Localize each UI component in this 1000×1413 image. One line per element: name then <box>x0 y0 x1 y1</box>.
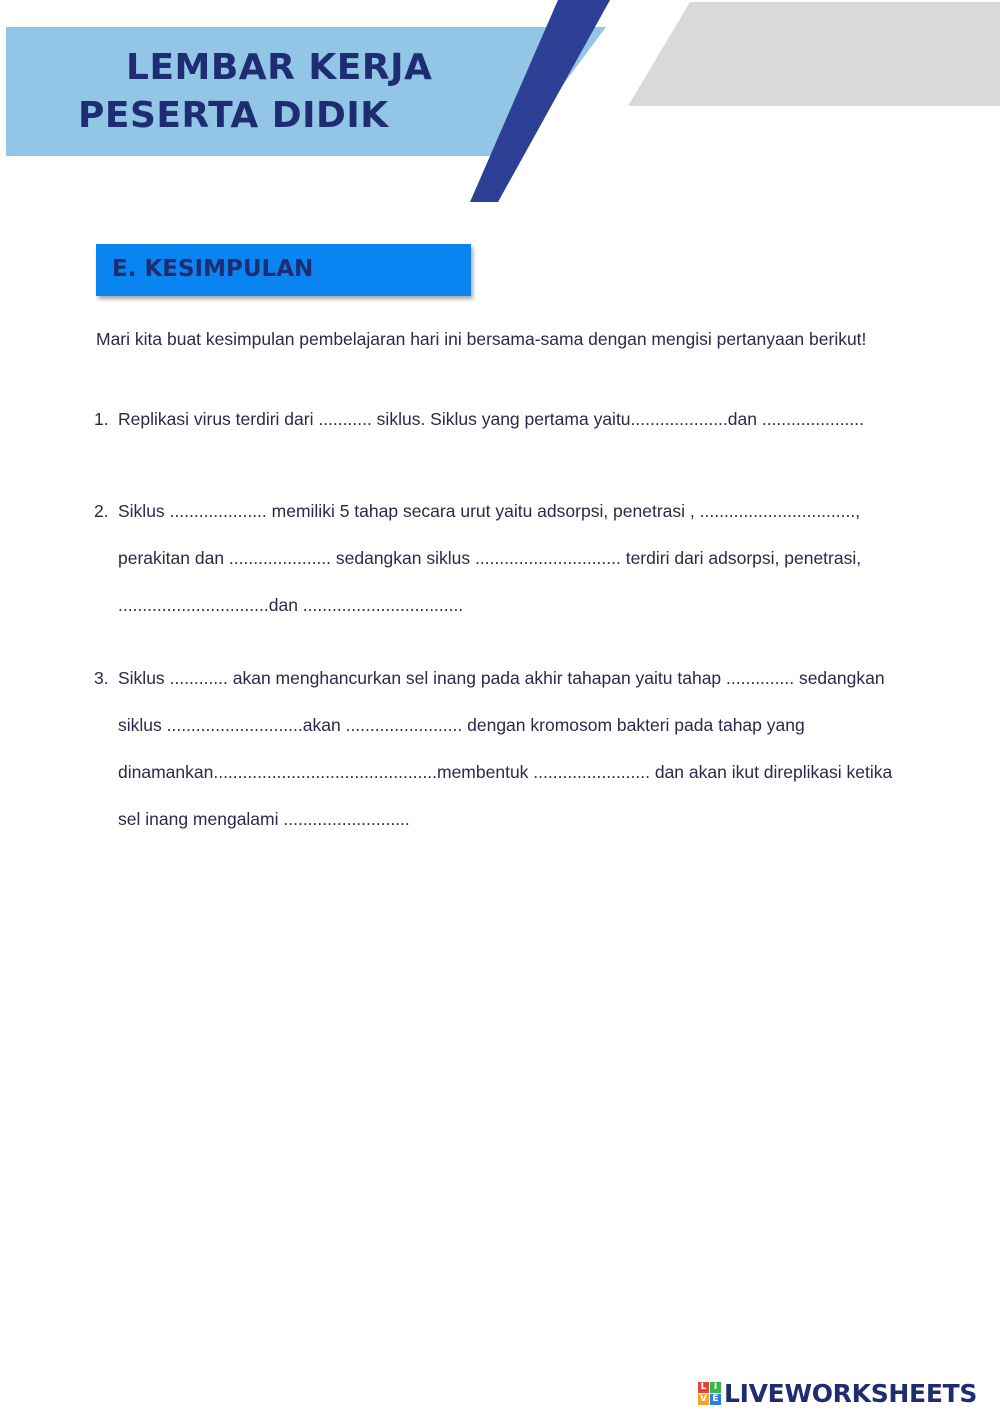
question-text: dinamankan..............................................membentuk ........................ dan akan ikut direplikasi ketika <box>118 762 893 782</box>
question-number: 3. <box>94 668 109 688</box>
header-gray-shape <box>628 2 1000 106</box>
liveworksheets-logo-icon <box>698 1382 721 1405</box>
question-number: 2. <box>94 501 109 521</box>
liveworksheets-brand[interactable] <box>698 1379 977 1407</box>
section-header <box>96 244 471 296</box>
logo-letter: V <box>698 1394 709 1405</box>
logo-letter: E <box>710 1394 721 1405</box>
question-text: Siklus ............ akan menghancurkan sel inang pada akhir tahapan yaitu tahap .............. sedangkan <box>118 668 885 688</box>
page-title-line1: LEMBAR KERJA <box>126 47 433 88</box>
logo-letter: L <box>698 1382 709 1393</box>
question-number: 1. <box>94 409 109 429</box>
page-title-line2: PESERTA DIDIK <box>78 95 389 136</box>
intro-text: Mari kita buat kesimpulan pembelajaran hari ini bersama-sama dengan mengisi pertanyaan berikut! <box>96 329 867 349</box>
question-text: siklus ............................akan ........................ dengan kromosom bakteri pada tahap yang <box>118 715 805 735</box>
brand-name: LIVEWORKSHEETS <box>724 1378 978 1408</box>
question-text: Siklus .................... memiliki 5 tahap secara urut yaitu adsorpsi, penetrasi , ................................, <box>118 501 861 521</box>
logo-letter: I <box>710 1382 721 1393</box>
question-text: Replikasi virus terdiri dari ........... siklus. Siklus yang pertama yaitu....................dan ..................... <box>118 409 864 429</box>
question-text: ...............................dan ................................. <box>118 595 464 615</box>
section-title: E. KESIMPULAN <box>112 256 314 282</box>
question-text: perakitan dan ..................... sedangkan siklus .............................. terdiri dari adsorpsi, penetrasi, <box>118 548 862 568</box>
question-text: sel inang mengalami .......................... <box>118 809 410 829</box>
